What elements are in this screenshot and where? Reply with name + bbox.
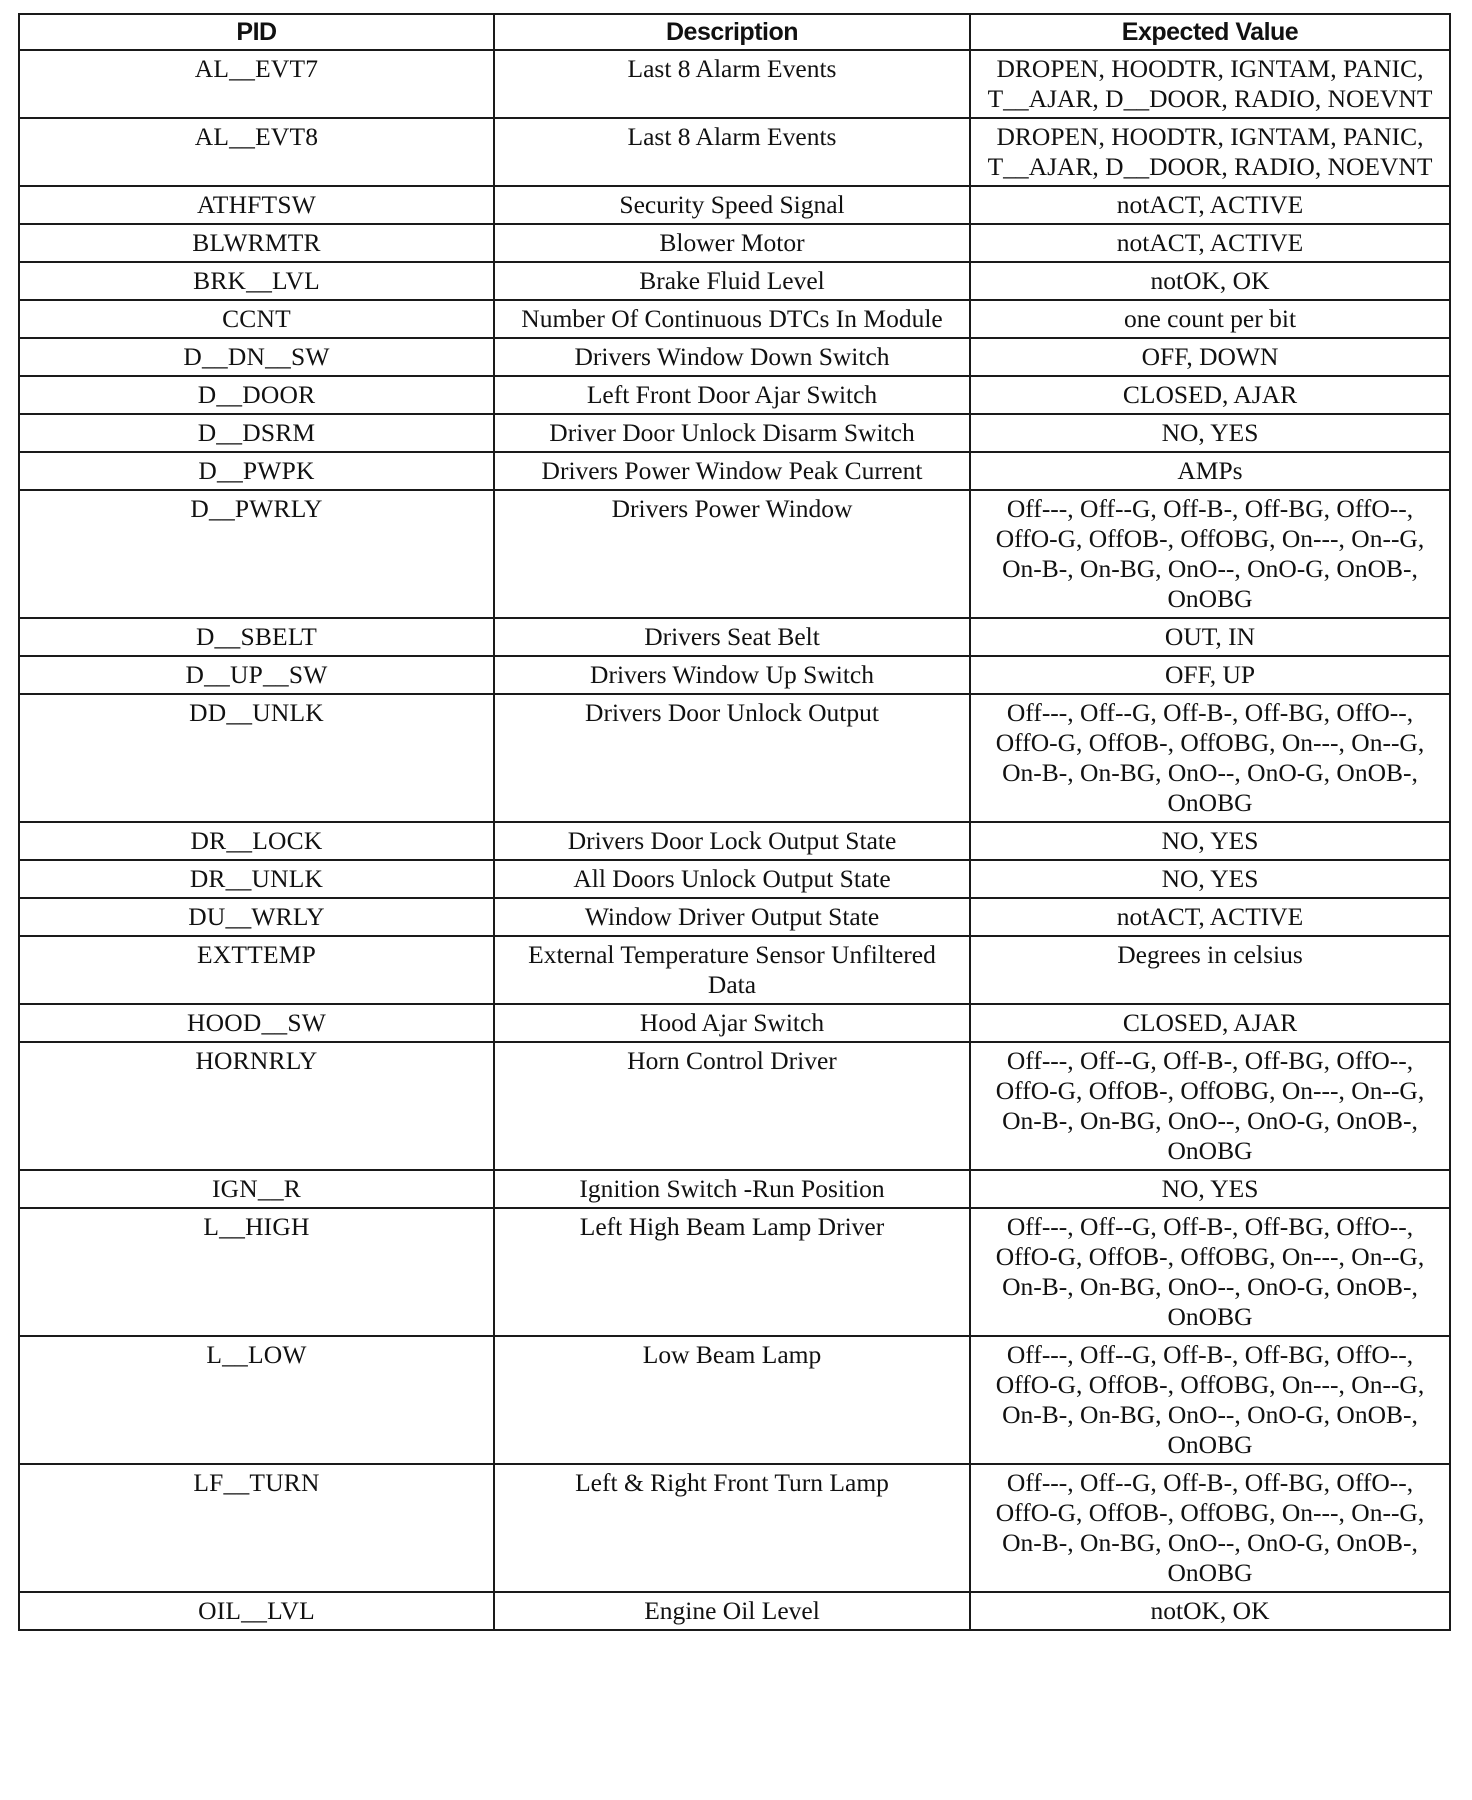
header-expected-value: Expected Value: [970, 14, 1450, 50]
table-row: [19, 1004, 1450, 1042]
pid-cell: D__SBELT: [19, 618, 494, 656]
pid-cell: HOOD__SW: [19, 1004, 494, 1042]
pid-cell: LF__TURN: [19, 1464, 494, 1592]
pid-cell: AL__EVT7: [19, 50, 494, 118]
table-row: [19, 186, 1450, 224]
table-row: [19, 338, 1450, 376]
table-row: [19, 300, 1450, 338]
description-cell: Security Speed Signal: [494, 186, 970, 224]
description-cell: Last 8 Alarm Events: [494, 118, 970, 186]
description-cell: Ignition Switch -Run Position: [494, 1170, 970, 1208]
table-row: [19, 1464, 1450, 1592]
description-cell: Driver Door Unlock Disarm Switch: [494, 414, 970, 452]
pid-cell: CCNT: [19, 300, 494, 338]
pid-cell: L__HIGH: [19, 1208, 494, 1336]
pid-cell: D__PWRLY: [19, 490, 494, 618]
description-cell: Drivers Door Unlock Output: [494, 694, 970, 822]
description-cell: External Temperature Sensor Unfiltered Data: [494, 936, 970, 1004]
pid-cell: DU__WRLY: [19, 898, 494, 936]
table-header: [19, 14, 1450, 50]
pid-cell: OIL__LVL: [19, 1592, 494, 1630]
table-row: [19, 452, 1450, 490]
expected-value-cell: Off---, Off--G, Off-B-, Off-BG, OffO--, OffO-G, OffOB-, OffOBG, On---, On--G, On-B-, On-BG, OnO--, OnO-G, OnOB-, OnOBG: [970, 694, 1450, 822]
pid-cell: DD__UNLK: [19, 694, 494, 822]
expected-value-cell: NO, YES: [970, 822, 1450, 860]
expected-value-cell: notACT, ACTIVE: [970, 186, 1450, 224]
table-row: [19, 262, 1450, 300]
table-row: [19, 860, 1450, 898]
table-row: [19, 376, 1450, 414]
description-cell: Left & Right Front Turn Lamp: [494, 1464, 970, 1592]
description-cell: Left Front Door Ajar Switch: [494, 376, 970, 414]
expected-value-cell: CLOSED, AJAR: [970, 376, 1450, 414]
description-cell: Engine Oil Level: [494, 1592, 970, 1630]
expected-value-cell: DROPEN, HOODTR, IGNTAM, PANIC, T__AJAR, D__DOOR, RADIO, NOEVNT: [970, 50, 1450, 118]
expected-value-cell: notOK, OK: [970, 262, 1450, 300]
expected-value-cell: OFF, DOWN: [970, 338, 1450, 376]
description-cell: Drivers Seat Belt: [494, 618, 970, 656]
table-row: [19, 1336, 1450, 1464]
expected-value-cell: NO, YES: [970, 1170, 1450, 1208]
expected-value-cell: Off---, Off--G, Off-B-, Off-BG, OffO--, OffO-G, OffOB-, OffOBG, On---, On--G, On-B-, On-BG, OnO--, OnO-G, OnOB-, OnOBG: [970, 1208, 1450, 1336]
table-row: [19, 50, 1450, 118]
table-row: [19, 118, 1450, 186]
expected-value-cell: OFF, UP: [970, 656, 1450, 694]
pid-cell: DR__LOCK: [19, 822, 494, 860]
expected-value-cell: AMPs: [970, 452, 1450, 490]
table-row: [19, 1042, 1450, 1170]
pid-cell: AL__EVT8: [19, 118, 494, 186]
pid-cell: HORNRLY: [19, 1042, 494, 1170]
expected-value-cell: Off---, Off--G, Off-B-, Off-BG, OffO--, OffO-G, OffOB-, OffOBG, On---, On--G, On-B-, On-BG, OnO--, OnO-G, OnOB-, OnOBG: [970, 490, 1450, 618]
description-cell: Hood Ajar Switch: [494, 1004, 970, 1042]
description-cell: Drivers Power Window Peak Current: [494, 452, 970, 490]
table-row: [19, 898, 1450, 936]
expected-value-cell: notOK, OK: [970, 1592, 1450, 1630]
pid-cell: D__UP__SW: [19, 656, 494, 694]
expected-value-cell: Off---, Off--G, Off-B-, Off-BG, OffO--, OffO-G, OffOB-, OffOBG, On---, On--G, On-B-, On-BG, OnO--, OnO-G, OnOB-, OnOBG: [970, 1336, 1450, 1464]
pid-cell: BLWRMTR: [19, 224, 494, 262]
description-cell: Last 8 Alarm Events: [494, 50, 970, 118]
pid-cell: D__PWPK: [19, 452, 494, 490]
table-row: [19, 656, 1450, 694]
table-row: [19, 224, 1450, 262]
description-cell: Brake Fluid Level: [494, 262, 970, 300]
table-row: [19, 822, 1450, 860]
description-cell: Low Beam Lamp: [494, 1336, 970, 1464]
description-cell: Drivers Window Down Switch: [494, 338, 970, 376]
header-row: [19, 14, 1450, 50]
table-row: [19, 490, 1450, 618]
description-cell: Drivers Window Up Switch: [494, 656, 970, 694]
expected-value-cell: notACT, ACTIVE: [970, 224, 1450, 262]
expected-value-cell: NO, YES: [970, 414, 1450, 452]
table-row: [19, 1170, 1450, 1208]
pid-cell: D__DN__SW: [19, 338, 494, 376]
expected-value-cell: one count per bit: [970, 300, 1450, 338]
table-row: [19, 618, 1450, 656]
table-body: [19, 50, 1450, 1630]
expected-value-cell: Off---, Off--G, Off-B-, Off-BG, OffO--, OffO-G, OffOB-, OffOBG, On---, On--G, On-B-, On-BG, OnO--, OnO-G, OnOB-, OnOBG: [970, 1464, 1450, 1592]
expected-value-cell: NO, YES: [970, 860, 1450, 898]
pid-cell: EXTTEMP: [19, 936, 494, 1004]
table-row: [19, 694, 1450, 822]
header-description: Description: [494, 14, 970, 50]
pid-cell: D__DSRM: [19, 414, 494, 452]
expected-value-cell: CLOSED, AJAR: [970, 1004, 1450, 1042]
header-pid: PID: [19, 14, 494, 50]
pid-cell: D__DOOR: [19, 376, 494, 414]
expected-value-cell: OUT, IN: [970, 618, 1450, 656]
description-cell: Left High Beam Lamp Driver: [494, 1208, 970, 1336]
expected-value-cell: Degrees in celsius: [970, 936, 1450, 1004]
description-cell: Window Driver Output State: [494, 898, 970, 936]
description-cell: Drivers Door Lock Output State: [494, 822, 970, 860]
description-cell: Drivers Power Window: [494, 490, 970, 618]
table-row: [19, 414, 1450, 452]
pid-table: [18, 13, 1451, 1631]
pid-cell: BRK__LVL: [19, 262, 494, 300]
description-cell: All Doors Unlock Output State: [494, 860, 970, 898]
table-row: [19, 1208, 1450, 1336]
expected-value-cell: Off---, Off--G, Off-B-, Off-BG, OffO--, OffO-G, OffOB-, OffOBG, On---, On--G, On-B-, On-BG, OnO--, OnO-G, OnOB-, OnOBG: [970, 1042, 1450, 1170]
expected-value-cell: notACT, ACTIVE: [970, 898, 1450, 936]
pid-cell: ATHFTSW: [19, 186, 494, 224]
pid-cell: DR__UNLK: [19, 860, 494, 898]
table-row: [19, 936, 1450, 1004]
table-row: [19, 1592, 1450, 1630]
description-cell: Blower Motor: [494, 224, 970, 262]
expected-value-cell: DROPEN, HOODTR, IGNTAM, PANIC, T__AJAR, D__DOOR, RADIO, NOEVNT: [970, 118, 1450, 186]
description-cell: Horn Control Driver: [494, 1042, 970, 1170]
description-cell: Number Of Continuous DTCs In Module: [494, 300, 970, 338]
pid-cell: L__LOW: [19, 1336, 494, 1464]
pid-cell: IGN__R: [19, 1170, 494, 1208]
